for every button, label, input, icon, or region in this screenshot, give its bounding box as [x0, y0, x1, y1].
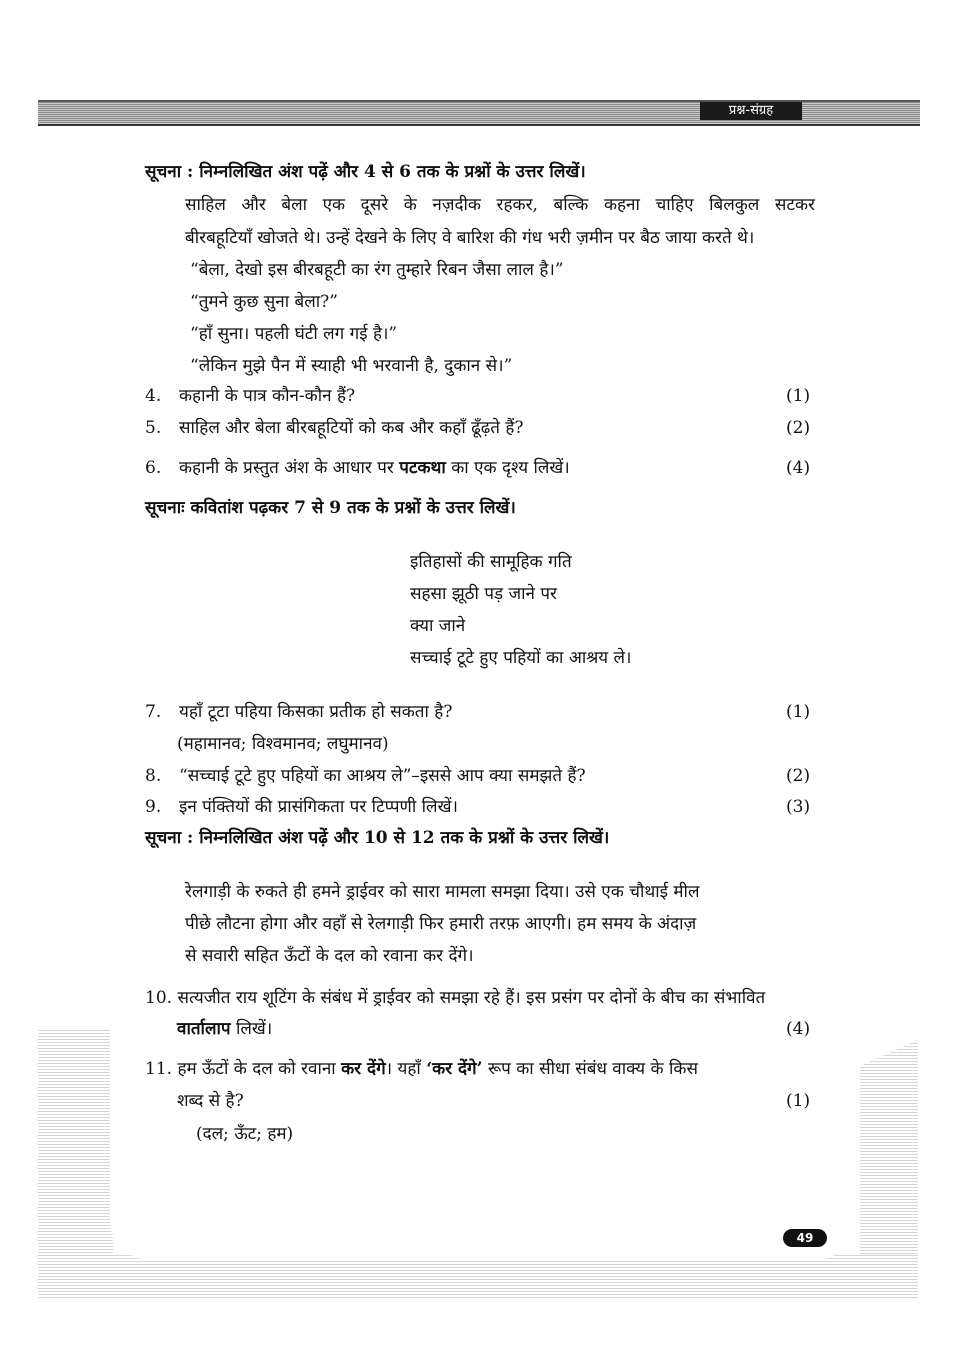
question-text: इन पंक्तियों की प्रासंगिकता पर टिप्पणी लिखें। [179, 797, 458, 817]
question-marks: (2) [786, 418, 811, 438]
passage-1-line: “हाँ सुना। पहली घंटी लग गई है।” [190, 324, 398, 344]
question-options: (महामानव; विश्वमानव; लघुमानव) [177, 734, 389, 754]
question-keyword: वार्तालाप [177, 1019, 231, 1039]
question-7 [145, 700, 452, 724]
question-text: यहाँ टूटा पहिया किसका प्रतीक हो सकता है? [179, 702, 453, 722]
question-number: 7. [145, 702, 162, 722]
question-keyword: ‘कर देंगे’ [426, 1059, 483, 1079]
passage-2-line: रेलगाड़ी के रुकते ही हमने ड्राईवर को सारा मामला समझा दिया। उसे एक चौथाई मील [185, 882, 700, 902]
poem-line: इतिहासों की सामूहिक गति [410, 552, 572, 572]
question-number: 10. [145, 988, 173, 1008]
question-number: 9. [145, 797, 162, 817]
question-text: । यहाँ [385, 1059, 427, 1079]
question-6 [145, 456, 570, 480]
question-marks: (1) [786, 702, 811, 722]
question-10 [145, 986, 765, 1010]
passage-2-line: पीछे लौटना होगा और वहाँ से रेलगाड़ी फिर हमारी तरफ़ आएगी। हम समय के अंदाज़ [185, 914, 697, 934]
question-marks: (2) [786, 766, 811, 786]
passage-1-line: “बेला, देखो इस बीरबहूटी का रंग तुम्हारे रिबन जैसा लाल है।” [190, 260, 564, 280]
question-marks: (1) [786, 1091, 811, 1111]
passage-1-line: “लेकिन मुझे पैन में स्याही भी भरवानी है, दुकान से।” [190, 356, 513, 376]
question-text: सत्यजीत राय शूटिंग के संबंध में ड्राईवर को समझा रहे हैं। इस प्रसंग पर दोनों के बीच का संभावित [177, 988, 766, 1008]
question-marks: (4) [786, 1019, 811, 1039]
poem-line: क्या जाने [410, 616, 466, 636]
notice-1: सूचना : निम्नलिखित अंश पढ़ें और 4 से 6 तक के प्रश्नों के उत्तर लिखें। [145, 162, 586, 182]
question-text: साहिल और बेला बीरबहूटियों को कब और कहाँ ढूँढ़ते हैं? [179, 418, 524, 438]
poem-line: सहसा झूठी पड़ जाने पर [410, 584, 557, 604]
question-number: 6. [145, 458, 162, 478]
question-11-line-2: शब्द से है? [177, 1091, 244, 1111]
question-5 [145, 416, 524, 440]
section-label: प्रश्न-संग्रह [700, 102, 802, 120]
question-text: रूप का सीधा संबंध वाक्य के किस [482, 1059, 698, 1079]
question-9 [145, 795, 458, 819]
question-number: 8. [145, 766, 162, 786]
decorative-stripes-bottom [38, 1255, 918, 1300]
question-marks: (3) [786, 797, 811, 817]
question-text: का एक दृश्य लिखें। [445, 458, 570, 478]
question-text: “सच्चाई टूटे हुए पहियों का आश्रय ले”–इससे आप क्या समझते हैं? [179, 766, 586, 786]
question-text: हम ऊँटों के दल को रवाना [177, 1059, 342, 1079]
question-text: कहानी के प्रस्तुत अंश के आधार पर [179, 458, 400, 478]
passage-1-line: साहिल और बेला एक दूसरे के नज़दीक रहकर, बल्कि कहना चाहिए बिलकुल सटकर [185, 195, 815, 215]
question-text: कहानी के पात्र कौन-कौन हैं? [179, 386, 356, 406]
question-10-line-2 [177, 1017, 272, 1041]
question-keyword: पटकथा [399, 458, 446, 478]
question-marks: (4) [786, 458, 811, 478]
question-number: 11. [145, 1059, 173, 1079]
question-options: (दल; ऊँट; हम) [196, 1124, 294, 1144]
question-11 [145, 1057, 698, 1081]
notice-2: सूचनाः कवितांश पढ़कर 7 से 9 तक के प्रश्नों के उत्तर लिखें। [145, 498, 516, 518]
question-number: 5. [145, 418, 162, 438]
question-marks: (1) [786, 386, 811, 406]
passage-1-line: “तुमने कुछ सुना बेला?” [190, 292, 338, 312]
question-text: लिखें। [230, 1019, 273, 1039]
notice-3: सूचना : निम्नलिखित अंश पढ़ें और 10 से 12 तक के प्रश्नों के उत्तर लिखें। [145, 828, 610, 848]
question-number: 4. [145, 386, 162, 406]
page-number: 49 [783, 1229, 827, 1247]
question-4 [145, 384, 355, 408]
question-8 [145, 764, 586, 788]
passage-1-line: बीरबहूटियाँ खोजते थे। उन्हें देखने के लिए वे बारिश की गंध भरी ज़मीन पर बैठ जाया करते थे। [185, 228, 755, 248]
passage-2-line: से सवारी सहित ऊँटों के दल को रवाना कर देंगे। [185, 946, 474, 966]
poem-line: सच्चाई टूटे हुए पहियों का आश्रय ले। [410, 648, 632, 668]
question-keyword: कर देंगे [341, 1059, 386, 1079]
